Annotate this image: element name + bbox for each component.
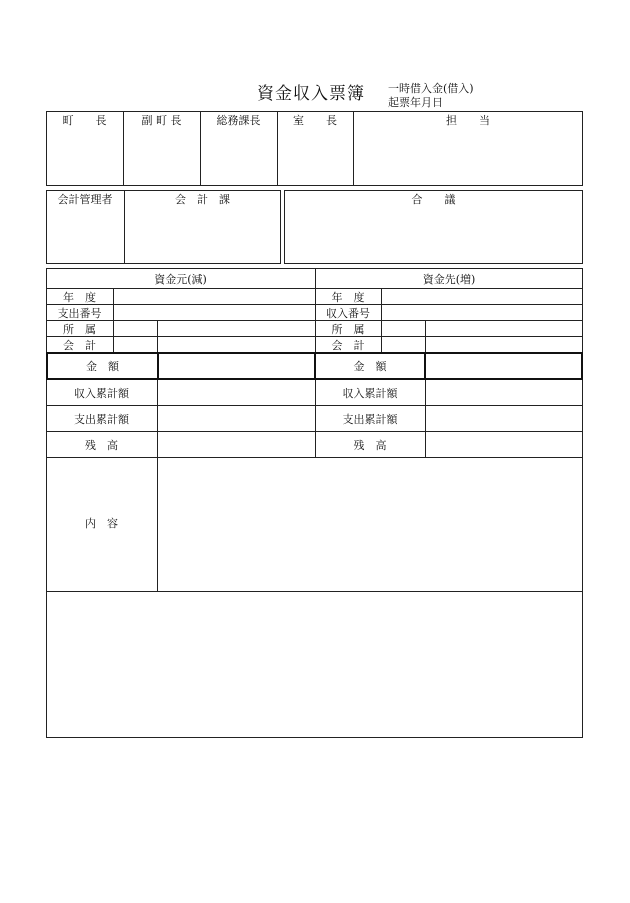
content-label: 内 容	[85, 517, 118, 530]
notes-area[interactable]	[47, 592, 582, 737]
approval-mayor-label: 町 長	[62, 114, 107, 127]
destination-cumulative-expense-label: 支出累計額	[342, 412, 398, 426]
consultation-label: 合 議	[411, 193, 456, 206]
source-account-label: 会 計	[63, 338, 96, 352]
accounting-manager-label: 会計管理者	[57, 193, 113, 206]
destination-balance-label: 残 高	[353, 438, 387, 452]
destination-cumulative-income-label: 収入累計額	[342, 386, 398, 400]
destination-heading: 資金先(増)	[422, 272, 476, 286]
source-cumulative-expense-label: 支出累計額	[74, 412, 129, 426]
issue-date-label: 起票年月日	[388, 96, 443, 109]
source-cumulative-income-label: 収入累計額	[74, 386, 129, 400]
destination-number-label: 収入番号	[326, 306, 370, 320]
approval-deputy-mayor-label: 副 町 長	[141, 114, 182, 127]
approval-in-charge-label: 担 当	[446, 114, 490, 127]
destination-amount-label: 金 額	[353, 360, 387, 373]
form-subtitle: 一時借入金(借入)	[388, 82, 474, 95]
content-field[interactable]	[158, 458, 582, 590]
source-number-label: 支出番号	[57, 306, 102, 320]
source-dept-label: 所 属	[63, 322, 96, 336]
approval-general-affairs-label: 総務課長	[216, 114, 261, 127]
accounting-section-label: 会 計 課	[175, 193, 230, 206]
source-balance-label: 残 高	[85, 438, 118, 452]
destination-dept-label: 所 属	[331, 322, 365, 336]
destination-account-label: 会 計	[331, 338, 365, 352]
source-year-label: 年 度	[63, 290, 96, 304]
form-title: 資金収入票簿	[257, 84, 365, 104]
approval-office-chief-label: 室 長	[293, 114, 337, 127]
destination-year-label: 年 度	[331, 290, 365, 304]
source-heading: 資金元(減)	[154, 272, 207, 286]
source-amount-label: 金 額	[86, 360, 119, 373]
